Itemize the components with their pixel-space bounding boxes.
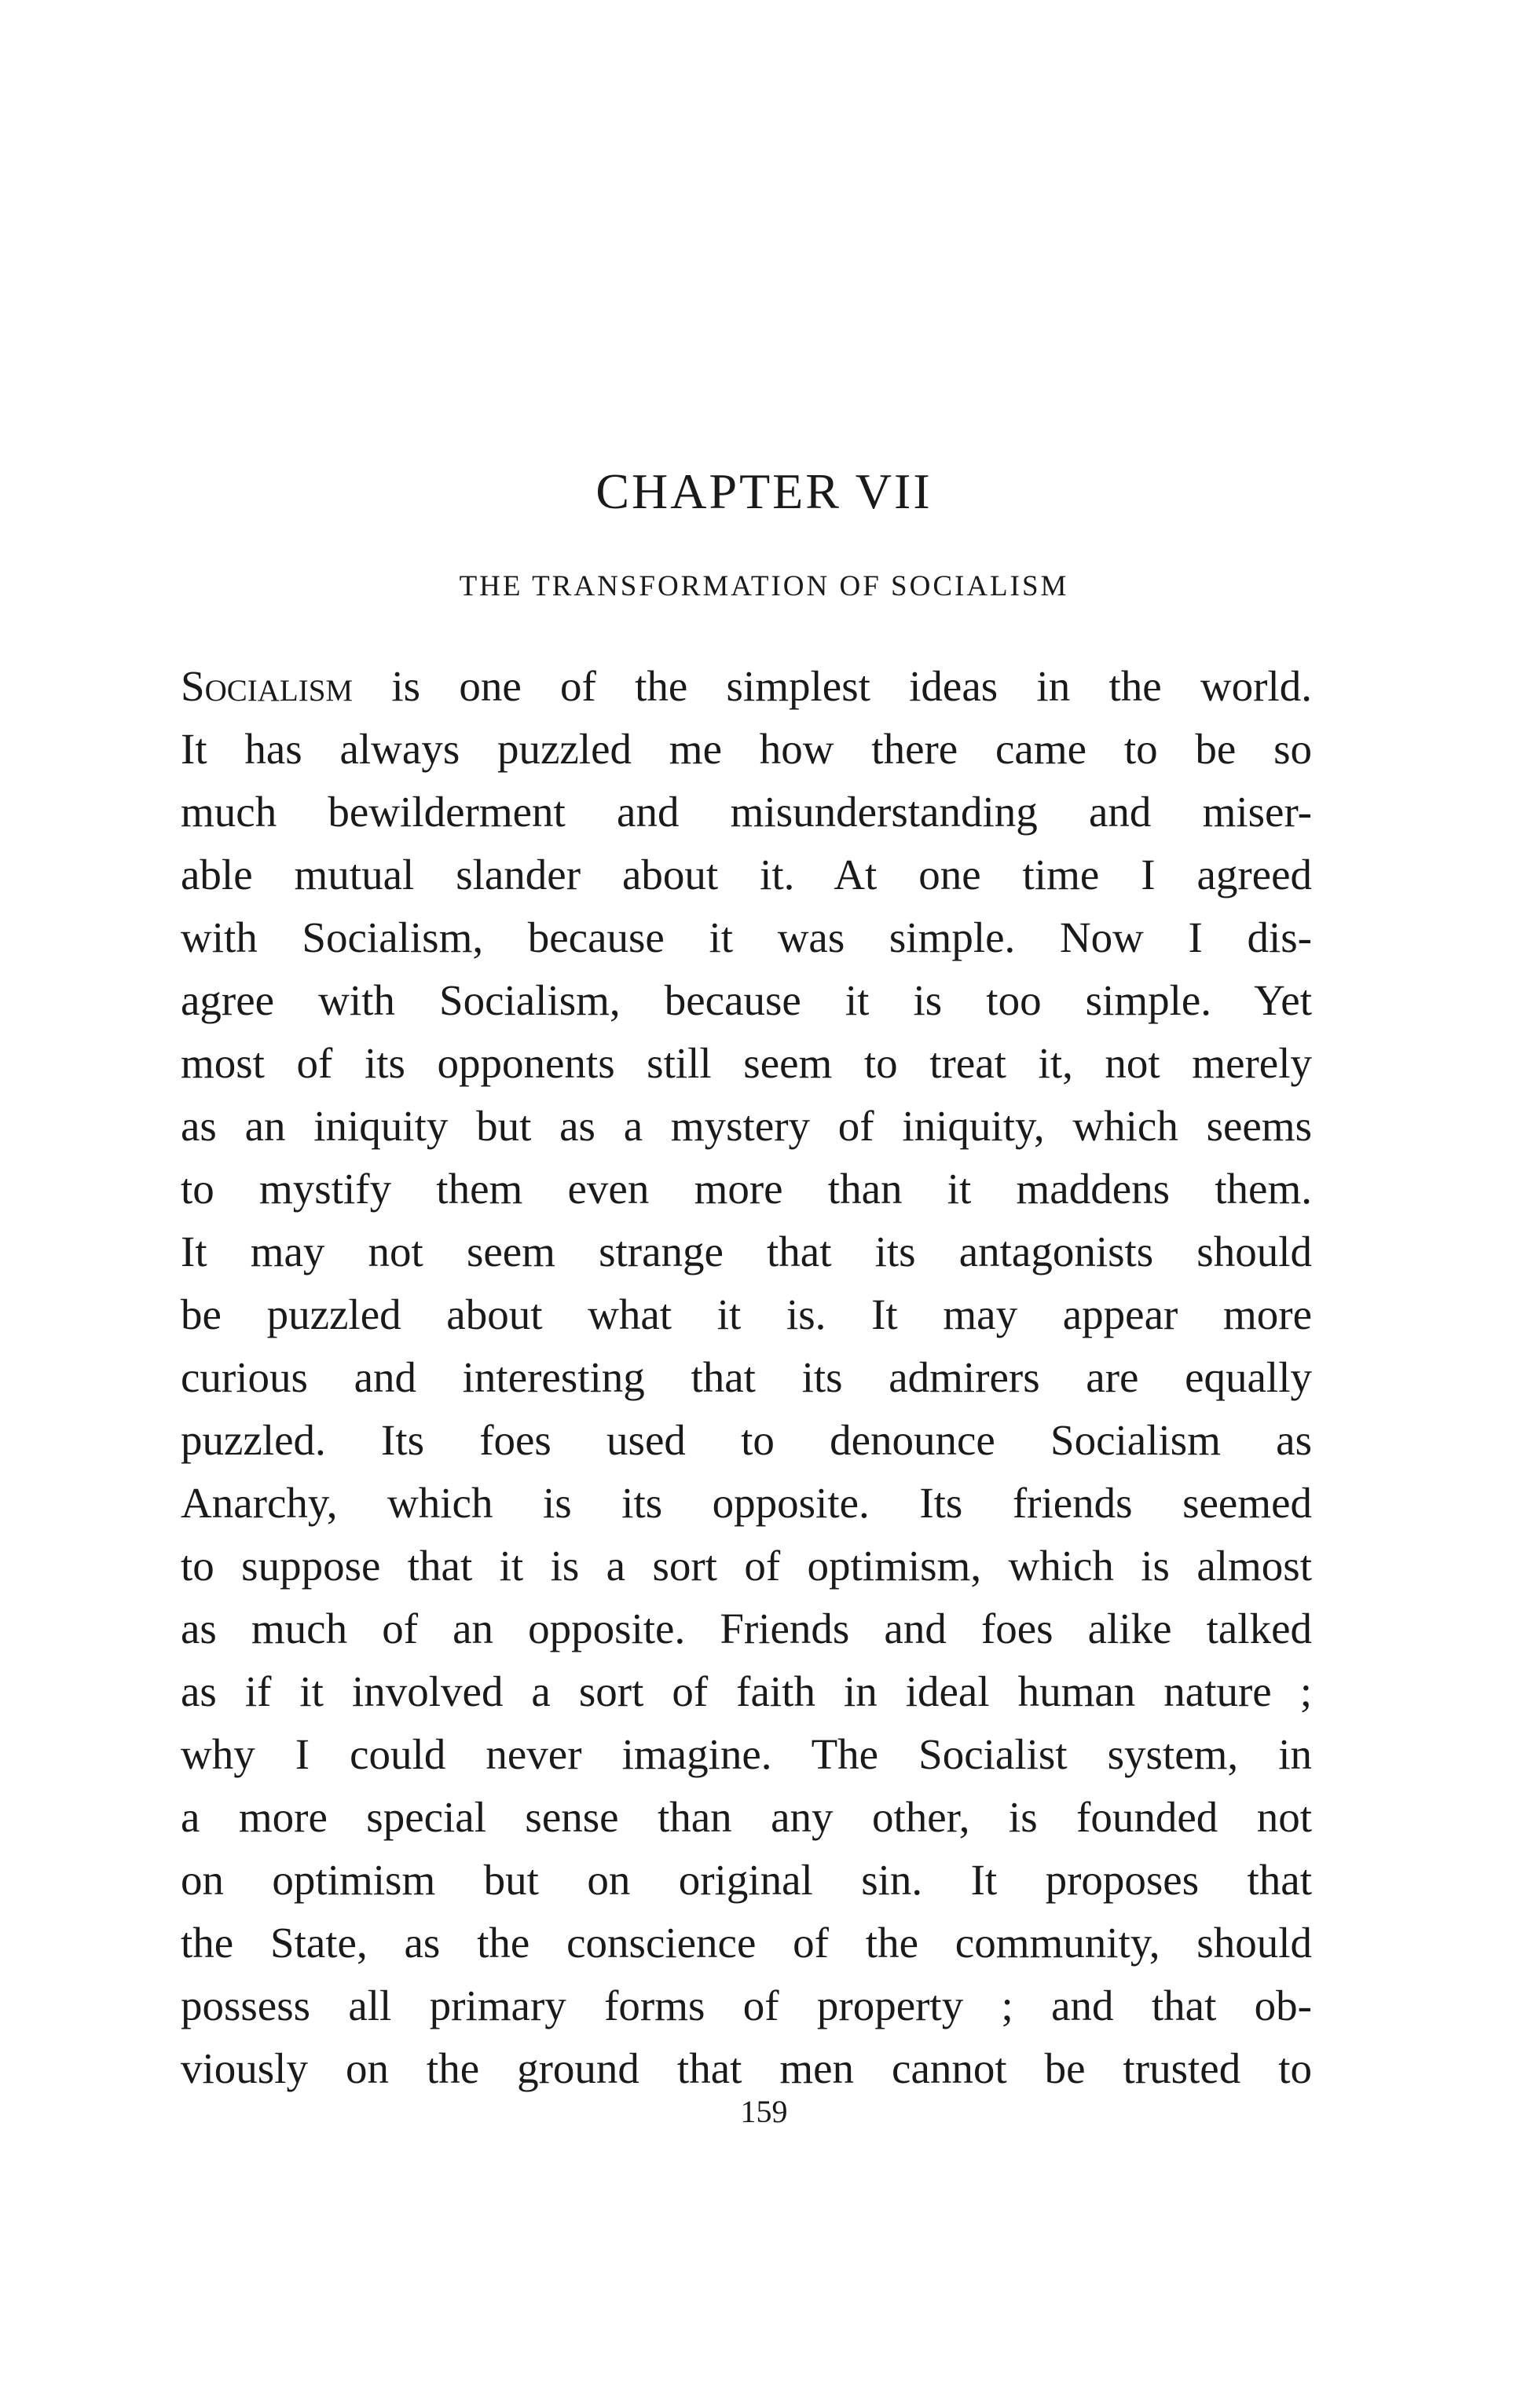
text-line-content: viously on the ground that men cannot be trusted to [181,2044,1312,2092]
text-line-content: agree with Socialism, because it is too simple. Yet [181,976,1312,1024]
text-line-content: be puzzled about what it is. It may appear more [181,1290,1312,1338]
text-line [181,2037,1312,2100]
text-line-content: Anarchy, which is its opposite. Its friends seemed [181,1479,1312,1527]
text-line-content: as an iniquity but as a mystery of iniquity, which seems [181,1102,1312,1150]
page-number: 159 [740,2094,788,2129]
text-line-content: It has always puzzled me how there came to be so [181,725,1312,773]
drop-word: Socialism [181,662,354,710]
text-line [181,1974,1312,2037]
text-line-content: on optimism but on original sin. It proposes that [181,1856,1312,1904]
text-line [181,969,1312,1032]
text-line [181,1535,1312,1597]
text-line-content: much bewilderment and misunderstanding and miser- [181,788,1312,836]
text-line-content: as if it involved a sort of faith in ideal human nature ; [181,1667,1312,1715]
text-line [181,718,1312,781]
text-line [181,1849,1312,1912]
text-line [181,781,1312,844]
text-line [181,1786,1312,1849]
text-line-content: a more special sense than any other, is founded not [181,1793,1312,1841]
text-line-content: why I could never imagine. The Socialist system, in [181,1730,1312,1778]
first-line-text: is one of the simplest ideas in the world. [353,662,1312,710]
text-line [181,1912,1312,1974]
text-line [181,1597,1312,1660]
text-line [181,1409,1312,1472]
text-line [181,1095,1312,1158]
text-line-1 [181,655,1312,718]
body-paragraph [181,655,1312,2100]
text-line-content: with Socialism, because it was simple. Now I dis- [181,913,1312,961]
text-line [181,1283,1312,1346]
text-line-content: It may not seem strange that its antagonists should [181,1228,1312,1275]
chapter-subtitle: THE TRANSFORMATION OF SOCIALISM [459,570,1069,602]
text-line-content: as much of an opposite. Friends and foes alike talked [181,1605,1312,1652]
text-line [181,1346,1312,1409]
text-line [181,844,1312,906]
text-line-content: most of its opponents still seem to treat it, not merely [181,1039,1312,1087]
text-line-content: possess all primary forms of property ; and that ob- [181,1982,1312,2029]
text-line-content: the State, as the conscience of the community, should [181,1919,1312,1967]
text-line-content: to mystify them even more than it maddens them. [181,1165,1312,1213]
text-line [181,1472,1312,1535]
text-line-content: able mutual slander about it. At one time I agreed [181,851,1312,898]
text-line [181,906,1312,969]
text-line-content: to suppose that it is a sort of optimism, which is almost [181,1542,1312,1590]
chapter-title: CHAPTER VII [595,463,933,519]
text-line [181,1660,1312,1723]
text-line-content: curious and interesting that its admirers are equally [181,1353,1312,1401]
text-line [181,1723,1312,1786]
text-line [181,1032,1312,1095]
text-line [181,1158,1312,1220]
text-line [181,1220,1312,1283]
text-line-content: puzzled. Its foes used to denounce Socialism as [181,1416,1312,1464]
